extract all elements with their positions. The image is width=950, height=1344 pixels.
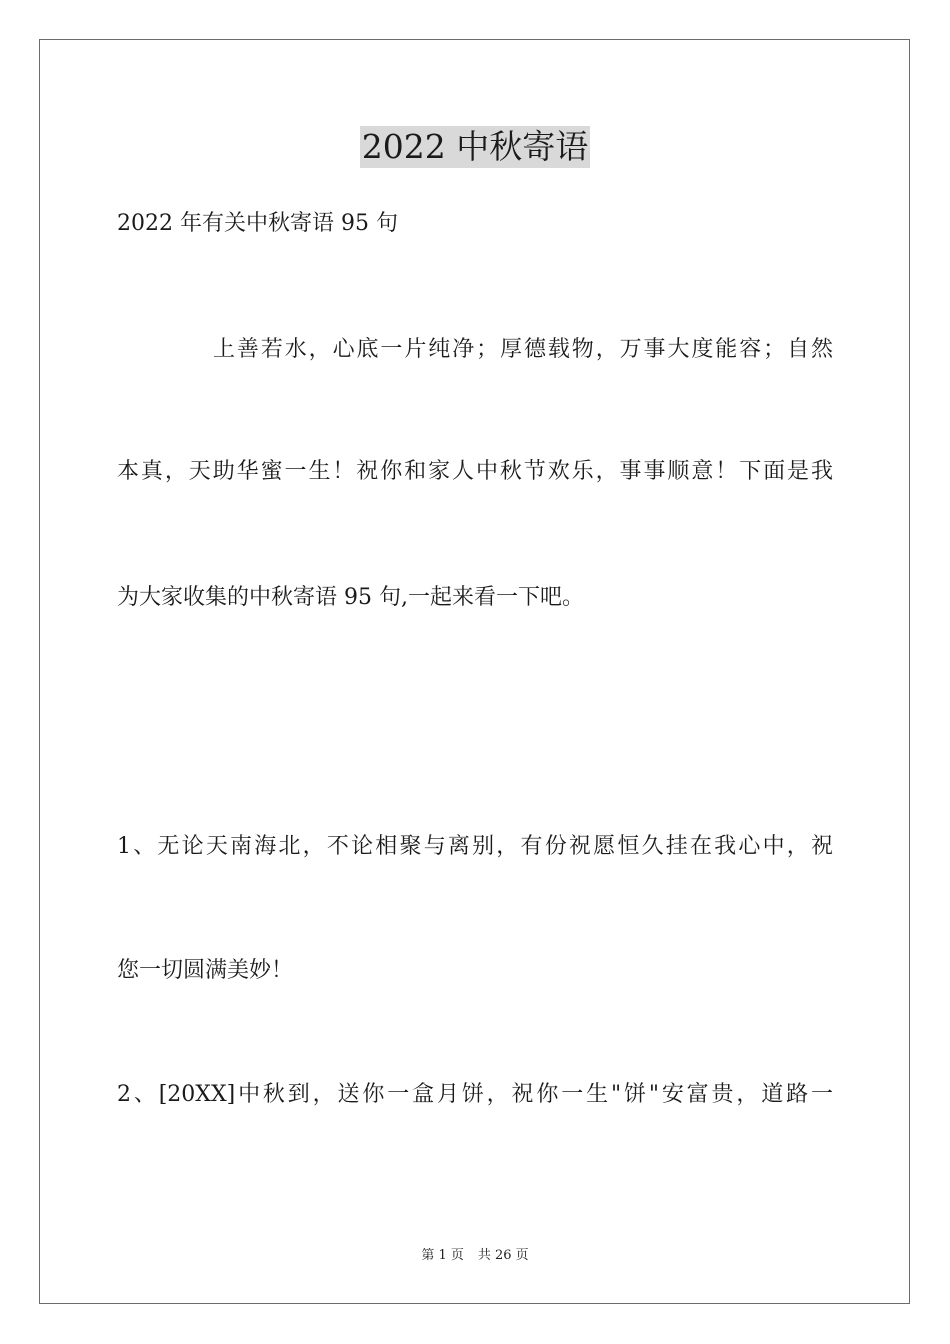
paragraph-line: 为大家收集的中秋寄语 95 句,一起来看一下吧。 — [117, 585, 584, 610]
document-title — [0, 126, 950, 168]
paragraph-line: 本真，天助华蜜一生！祝你和家人中秋节欢乐，事事顺意！下面是我 — [117, 459, 833, 484]
list-item-line: 您一切圆满美妙！ — [117, 958, 294, 983]
page-footer — [0, 1247, 950, 1265]
paragraph-line: 上善若水，心底一片纯净；厚德载物，万事大度能容；自然 — [213, 337, 833, 362]
document-title-text: 2022 中秋寄语 — [361, 127, 589, 166]
page-number: 第 1 页 — [421, 1248, 464, 1263]
list-item-line: 1、无论天南海北，不论相聚与离别，有份祝愿恒久挂在我心中，祝 — [117, 834, 833, 859]
page-total: 共 26 页 — [477, 1248, 529, 1263]
document-subtitle: 2022 年有关中秋寄语 95 句 — [117, 211, 398, 236]
list-item-line: 2、[20XX]中秋到，送你一盒月饼，祝你一生"饼"安富贵，道路一 — [117, 1082, 833, 1107]
